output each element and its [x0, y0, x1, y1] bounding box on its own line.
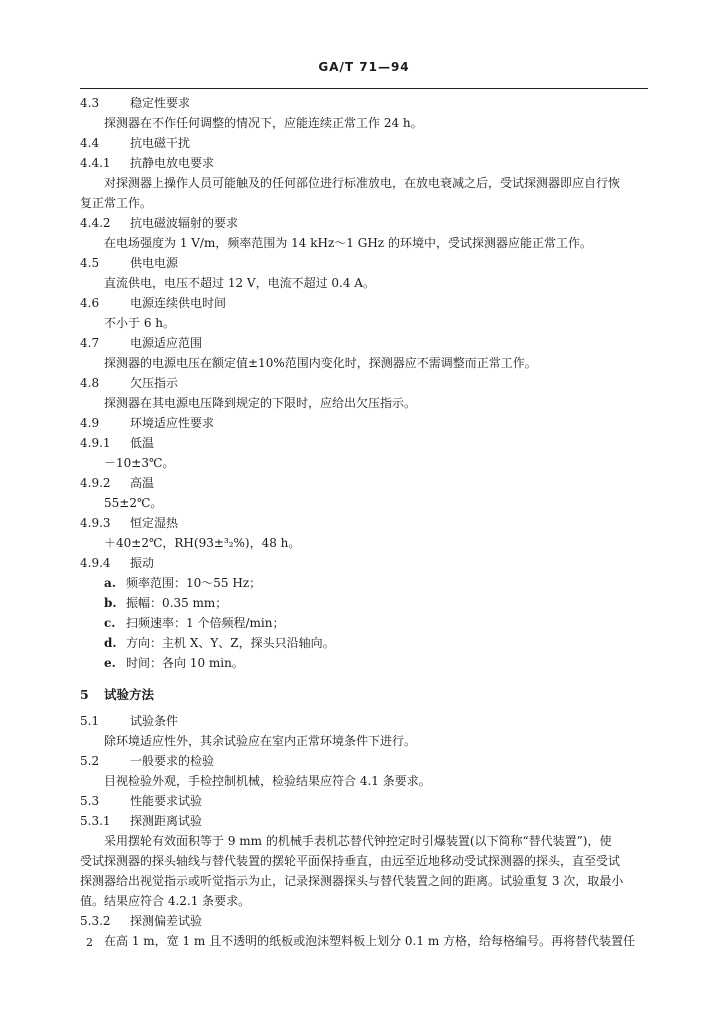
- clause-heading: [80, 93, 650, 113]
- body-text-line: 在电场强度为 1 V/m，频率范围为 14 kHz～1 GHz 的环境中，受试探测器应能正常工作。: [104, 236, 592, 250]
- body-text-line: 采用摆轮有效面积等于 9 mm 的机械手表机芯替代钟控定时引爆装置(以下简称“替代装置”)，使: [104, 834, 612, 848]
- clause-number: 5.3.2: [80, 914, 111, 928]
- clause-title: 一般要求的检验: [130, 754, 215, 768]
- section-number: 5: [80, 687, 89, 702]
- body-text-line: 受试探测器的探头轴线与替代装置的摆轮平面保持垂直，由远至近地移动受试探测器的探头，直至受试: [80, 854, 621, 868]
- clause-number: 4.7: [80, 336, 100, 350]
- body-text-line: 值。结果应符合 4.2.1 条要求。: [80, 894, 251, 908]
- clause-title: 振动: [130, 556, 155, 570]
- list-item: [80, 633, 650, 653]
- clause-title: 探测距离试验: [130, 814, 203, 828]
- clause-title: 高温: [130, 476, 155, 490]
- list-item-text: 方向：主机 X、Y、Z，探头只沿轴向。: [126, 636, 335, 650]
- clause-number: 4.9.2: [80, 476, 111, 490]
- clause-title: 抗电磁波辐射的要求: [130, 216, 239, 230]
- clause-title: 抗静电放电要求: [130, 156, 215, 170]
- page-number: 2: [86, 936, 93, 949]
- clause-title: 电源适应范围: [130, 336, 203, 350]
- clause-heading: [80, 253, 650, 273]
- clause-number: 4.5: [80, 256, 100, 270]
- clause-heading: [80, 473, 650, 493]
- list-item-label: d.: [104, 636, 117, 650]
- body-text-line: 复正常工作。: [80, 196, 153, 210]
- clause-number: 5.3.1: [80, 814, 111, 828]
- clause-title: 性能要求试验: [130, 794, 203, 808]
- document-body: [80, 93, 650, 951]
- clause-title: 环境适应性要求: [130, 416, 215, 430]
- clause-title: 低温: [130, 436, 155, 450]
- list-item-text: 时间：各向 10 min。: [126, 656, 244, 670]
- clause-heading: [80, 373, 650, 393]
- clause-title: 供电电源: [130, 256, 179, 270]
- body-text-line: 目视检验外观，手检控制机械，检验结果应符合 4.1 条要求。: [104, 774, 431, 788]
- clause-title: 电源连续供电时间: [130, 296, 227, 310]
- clause-title: 试验条件: [130, 714, 179, 728]
- clause-heading: [80, 333, 650, 353]
- clause-number: 4.9: [80, 416, 100, 430]
- clause-title: 稳定性要求: [130, 96, 191, 110]
- body-text-line: 除环境适应性外，其余试验应在室内正常环境条件下进行。: [104, 734, 417, 748]
- clause-number: 5.3: [80, 794, 100, 808]
- clause-heading: [80, 751, 650, 771]
- clause-number: 5.1: [80, 714, 100, 728]
- clause-number: 4.9.4: [80, 556, 111, 570]
- clause-number: 4.4.1: [80, 156, 111, 170]
- clause-number: 4.8: [80, 376, 100, 390]
- section-title: 试验方法: [104, 687, 155, 702]
- clause-heading: [80, 293, 650, 313]
- list-item-text: 频率范围：10～55 Hz；: [126, 576, 262, 590]
- clause-heading: [80, 133, 650, 153]
- clause-heading: [80, 911, 650, 931]
- list-item-label: e.: [104, 656, 116, 670]
- clause-title: 恒定湿热: [130, 516, 179, 530]
- body-text-line: 55±2℃。: [104, 496, 163, 510]
- clause-number: 4.3: [80, 96, 100, 110]
- body-text-line: 探测器给出视觉指示或听觉指示为止，记录探测器探头与替代装置之间的距离。试验重复 3 次，取最小: [80, 874, 624, 888]
- clause-heading: [80, 513, 650, 533]
- clause-heading: [80, 413, 650, 433]
- list-item-label: c.: [104, 616, 116, 630]
- clause-heading: [80, 553, 650, 573]
- list-item: [80, 573, 650, 593]
- list-item: [80, 593, 650, 613]
- list-item: [80, 613, 650, 633]
- header-rule: [80, 88, 648, 89]
- clause-number: 4.4: [80, 136, 100, 150]
- clause-heading: [80, 213, 650, 233]
- body-text-line: 探测器在其电源电压降到规定的下限时，应给出欠压指示。: [104, 396, 417, 410]
- section-heading: [80, 685, 650, 705]
- list-item: [80, 653, 650, 673]
- body-text-line: 探测器的电源电压在额定值±10%范围内变化时，探测器应不需调整而正常工作。: [104, 356, 537, 370]
- clause-heading: [80, 433, 650, 453]
- document-header: GA/T 71—94: [318, 60, 410, 74]
- list-item-text: 振幅：0.35 mm；: [126, 596, 228, 610]
- clause-heading: [80, 791, 650, 811]
- clause-heading: [80, 811, 650, 831]
- clause-number: 4.9.1: [80, 436, 111, 450]
- body-text-line: ＋40±2℃，RH(93±³₂%)，48 h。: [104, 536, 301, 550]
- clause-number: 5.2: [80, 754, 100, 768]
- body-text-line: －10±3℃。: [104, 456, 175, 470]
- list-item-label: a.: [104, 576, 116, 590]
- clause-number: 4.4.2: [80, 216, 111, 230]
- body-text-line: 探测器在不作任何调整的情况下，应能连续正常工作 24 h。: [104, 116, 423, 130]
- list-item-label: b.: [104, 596, 117, 610]
- clause-title: 探测偏差试验: [130, 914, 203, 928]
- body-text-line: 在高 1 m，宽 1 m 且不透明的纸板或泡沫塑料板上划分 0.1 m 方格，给每格编号。再将替代装置任: [104, 934, 636, 948]
- body-text-line: 直流供电，电压不超过 12 V，电流不超过 0.4 A。: [104, 276, 375, 290]
- clause-number: 4.6: [80, 296, 100, 310]
- clause-title: 抗电磁干扰: [130, 136, 191, 150]
- clause-heading: [80, 153, 650, 173]
- body-text-line: 不小于 6 h。: [104, 316, 175, 330]
- clause-title: 欠压指示: [130, 376, 179, 390]
- clause-heading: [80, 711, 650, 731]
- list-item-text: 扫频速率：1 个倍频程/min；: [126, 616, 285, 630]
- body-text-line: 对探测器上操作人员可能触及的任何部位进行标准放电，在放电衰减之后，受试探测器即应自行恢: [104, 176, 621, 190]
- clause-number: 4.9.3: [80, 516, 111, 530]
